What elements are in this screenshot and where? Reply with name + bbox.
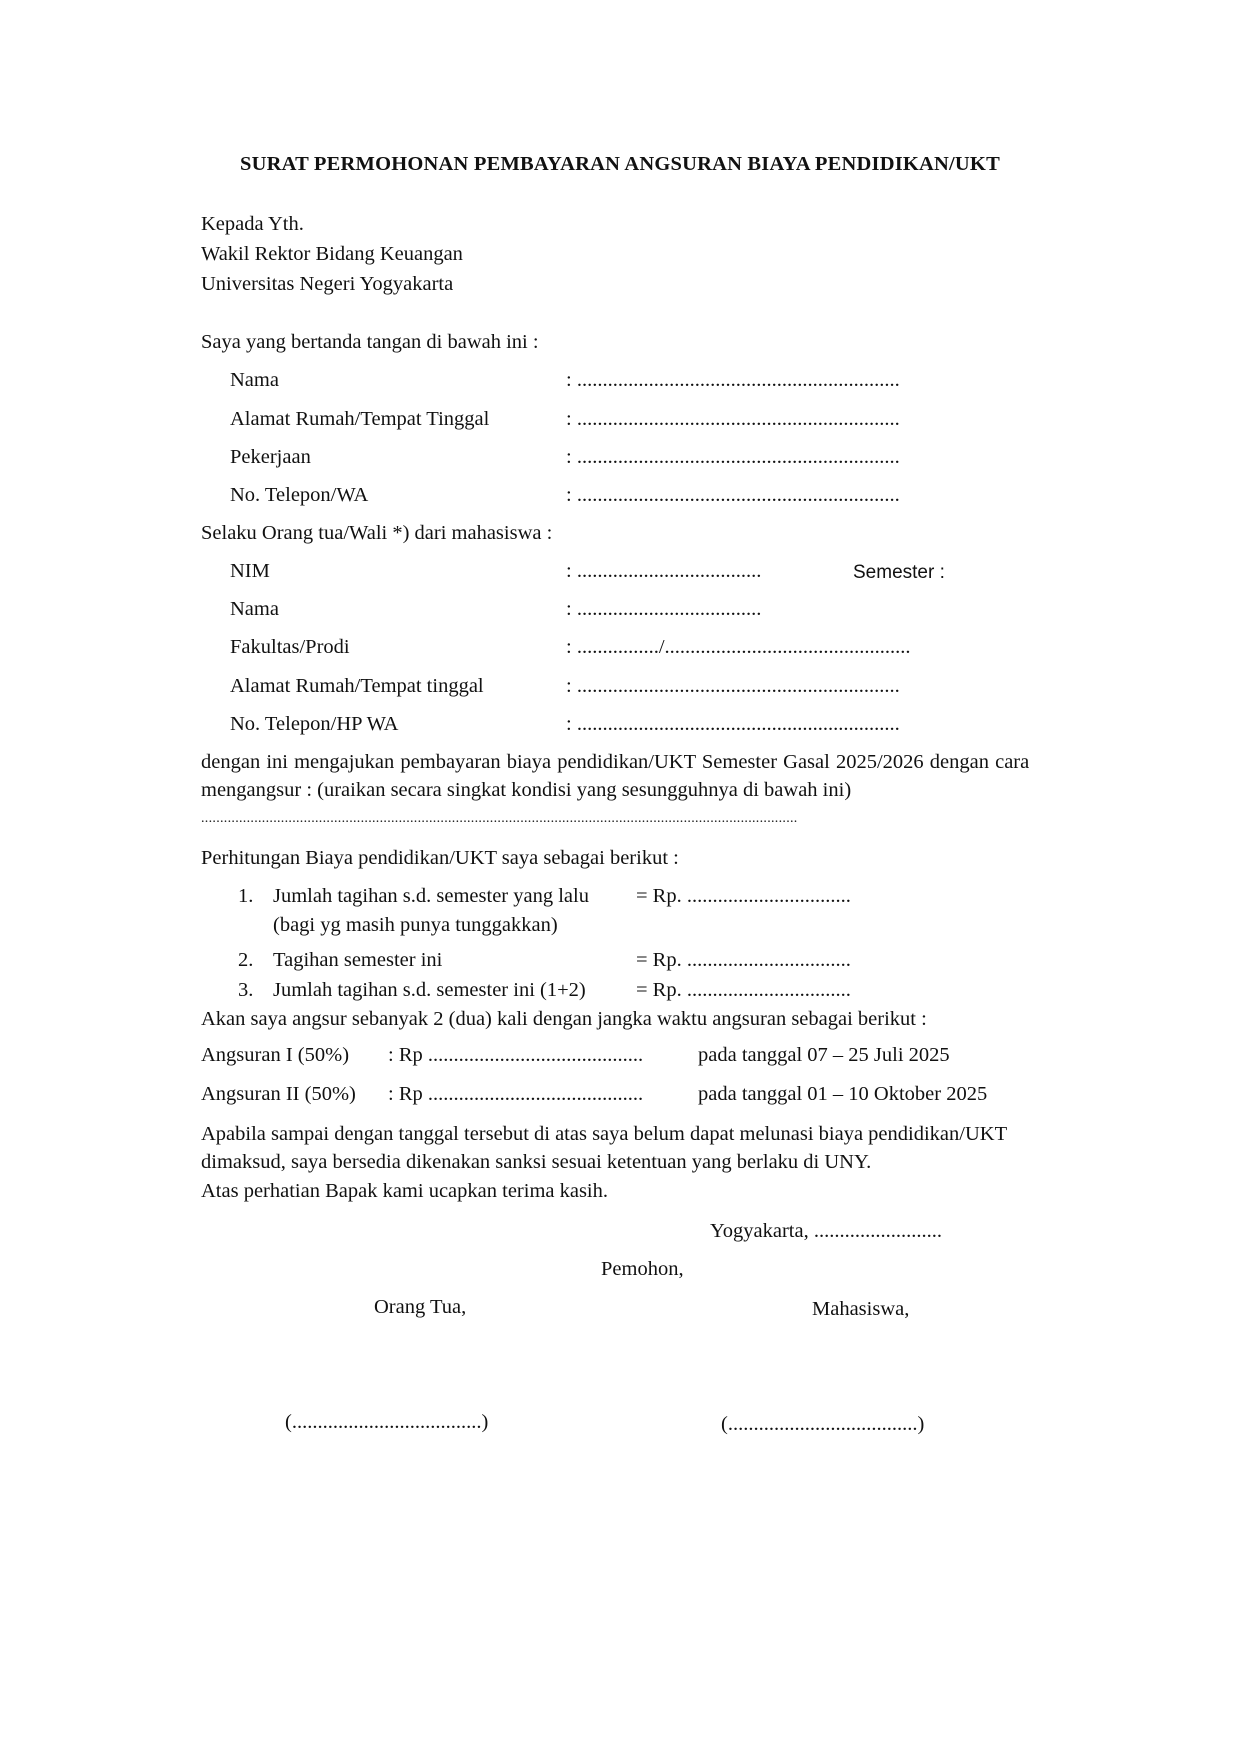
- parent-signature-label: Orang Tua,: [374, 1296, 467, 1318]
- student-phone-label: No. Telepon/HP WA: [230, 713, 399, 735]
- parent-name-field[interactable]: : ...............................................................: [566, 369, 900, 391]
- calc-item-2-label: Tagihan semester ini: [273, 949, 443, 971]
- parent-address-field[interactable]: : ...............................................................: [566, 408, 900, 430]
- calc-item-2-number: 2.: [238, 949, 254, 971]
- parent-job-label: Pekerjaan: [230, 446, 311, 468]
- installment-2-date: pada tanggal 01 – 10 Oktober 2025: [698, 1083, 988, 1105]
- installment-1-amount-field[interactable]: : Rp ..........................................: [388, 1044, 644, 1066]
- student-name-field[interactable]: : ....................................: [566, 598, 762, 620]
- relation-text: Selaku Orang tua/Wali *) dari mahasiswa :: [201, 522, 553, 544]
- student-nim-field[interactable]: : ....................................: [566, 560, 762, 582]
- calc-item-3-number: 3.: [238, 979, 254, 1001]
- student-address-field[interactable]: : ...............................................................: [566, 675, 900, 697]
- calc-item-3-label: Jumlah tagihan s.d. semester ini (1+2): [273, 979, 586, 1001]
- request-line-1: dengan ini mengajukan pembayaran biaya pendidikan/UKT Semester Gasal 2025/2026 dengan cara: [201, 751, 1030, 773]
- calc-item-2-field[interactable]: = Rp. ................................: [636, 949, 851, 971]
- closing-line-2: dimaksud, saya bersedia dikenakan sanksi sesuai ketentuan yang berlaku di UNY.: [201, 1151, 872, 1173]
- parent-name-label: Nama: [230, 369, 279, 391]
- installment-1-label: Angsuran I (50%): [201, 1044, 350, 1066]
- calc-heading: Perhitungan Biaya pendidikan/UKT saya sebagai berikut :: [201, 847, 679, 869]
- student-name-label: Nama: [230, 598, 279, 620]
- student-faculty-label: Fakultas/Prodi: [230, 636, 350, 658]
- parent-phone-field[interactable]: : ...............................................................: [566, 484, 900, 506]
- letter-title: SURAT PERMOHONAN PEMBAYARAN ANGSURAN BIAYA PENDIDIKAN/UKT: [240, 153, 1000, 175]
- calc-item-1-note: (bagi yg masih punya tunggakkan): [273, 914, 558, 936]
- parent-address-label: Alamat Rumah/Tempat Tinggal: [230, 408, 490, 430]
- installment-heading: Akan saya angsur sebanyak 2 (dua) kali dengan jangka waktu angsuran sebagai berikut :: [201, 1008, 927, 1030]
- request-dotted-line[interactable]: .............................................................................................................................................................: [201, 811, 798, 826]
- installment-1-date: pada tanggal 07 – 25 Juli 2025: [698, 1044, 950, 1066]
- parent-job-field[interactable]: : ...............................................................: [566, 446, 900, 468]
- student-address-label: Alamat Rumah/Tempat tinggal: [230, 675, 484, 697]
- calc-item-1-number: 1.: [238, 885, 254, 907]
- calc-item-3-field[interactable]: = Rp. ................................: [636, 979, 851, 1001]
- installment-2-label: Angsuran II (50%): [201, 1083, 356, 1105]
- student-faculty-field[interactable]: : ................/................................................: [566, 636, 911, 658]
- recipient-line-3: Universitas Negeri Yogyakarta: [201, 273, 454, 295]
- calc-item-1-label: Jumlah tagihan s.d. semester yang lalu: [273, 885, 589, 907]
- student-nim-label: NIM: [230, 560, 270, 582]
- closing-line-3: Atas perhatian Bapak kami ucapkan terima kasih.: [201, 1180, 609, 1202]
- applicant-label: Pemohon,: [601, 1258, 684, 1280]
- intro-text: Saya yang bertanda tangan di bawah ini :: [201, 331, 539, 353]
- recipient-line-1: Kepada Yth.: [201, 213, 304, 235]
- student-signature-line[interactable]: (.....................................): [721, 1413, 925, 1435]
- parent-signature-line[interactable]: (.....................................): [285, 1411, 489, 1433]
- place-date[interactable]: Yogyakarta, .........................: [710, 1220, 942, 1242]
- parent-phone-label: No. Telepon/WA: [230, 484, 369, 506]
- student-phone-field[interactable]: : ...............................................................: [566, 713, 900, 735]
- request-line-2: mengangsur : (uraikan secara singkat kondisi yang sesungguhnya di bawah ini): [201, 779, 852, 801]
- student-signature-label: Mahasiswa,: [812, 1298, 910, 1320]
- closing-line-1: Apabila sampai dengan tanggal tersebut di atas saya belum dapat melunasi biaya pendidikan/UKT: [201, 1123, 1008, 1145]
- installment-2-amount-field[interactable]: : Rp ..........................................: [388, 1083, 644, 1105]
- calc-item-1-field[interactable]: = Rp. ................................: [636, 885, 851, 907]
- semester-label: Semester :: [853, 562, 945, 583]
- recipient-line-2: Wakil Rektor Bidang Keuangan: [201, 243, 463, 265]
